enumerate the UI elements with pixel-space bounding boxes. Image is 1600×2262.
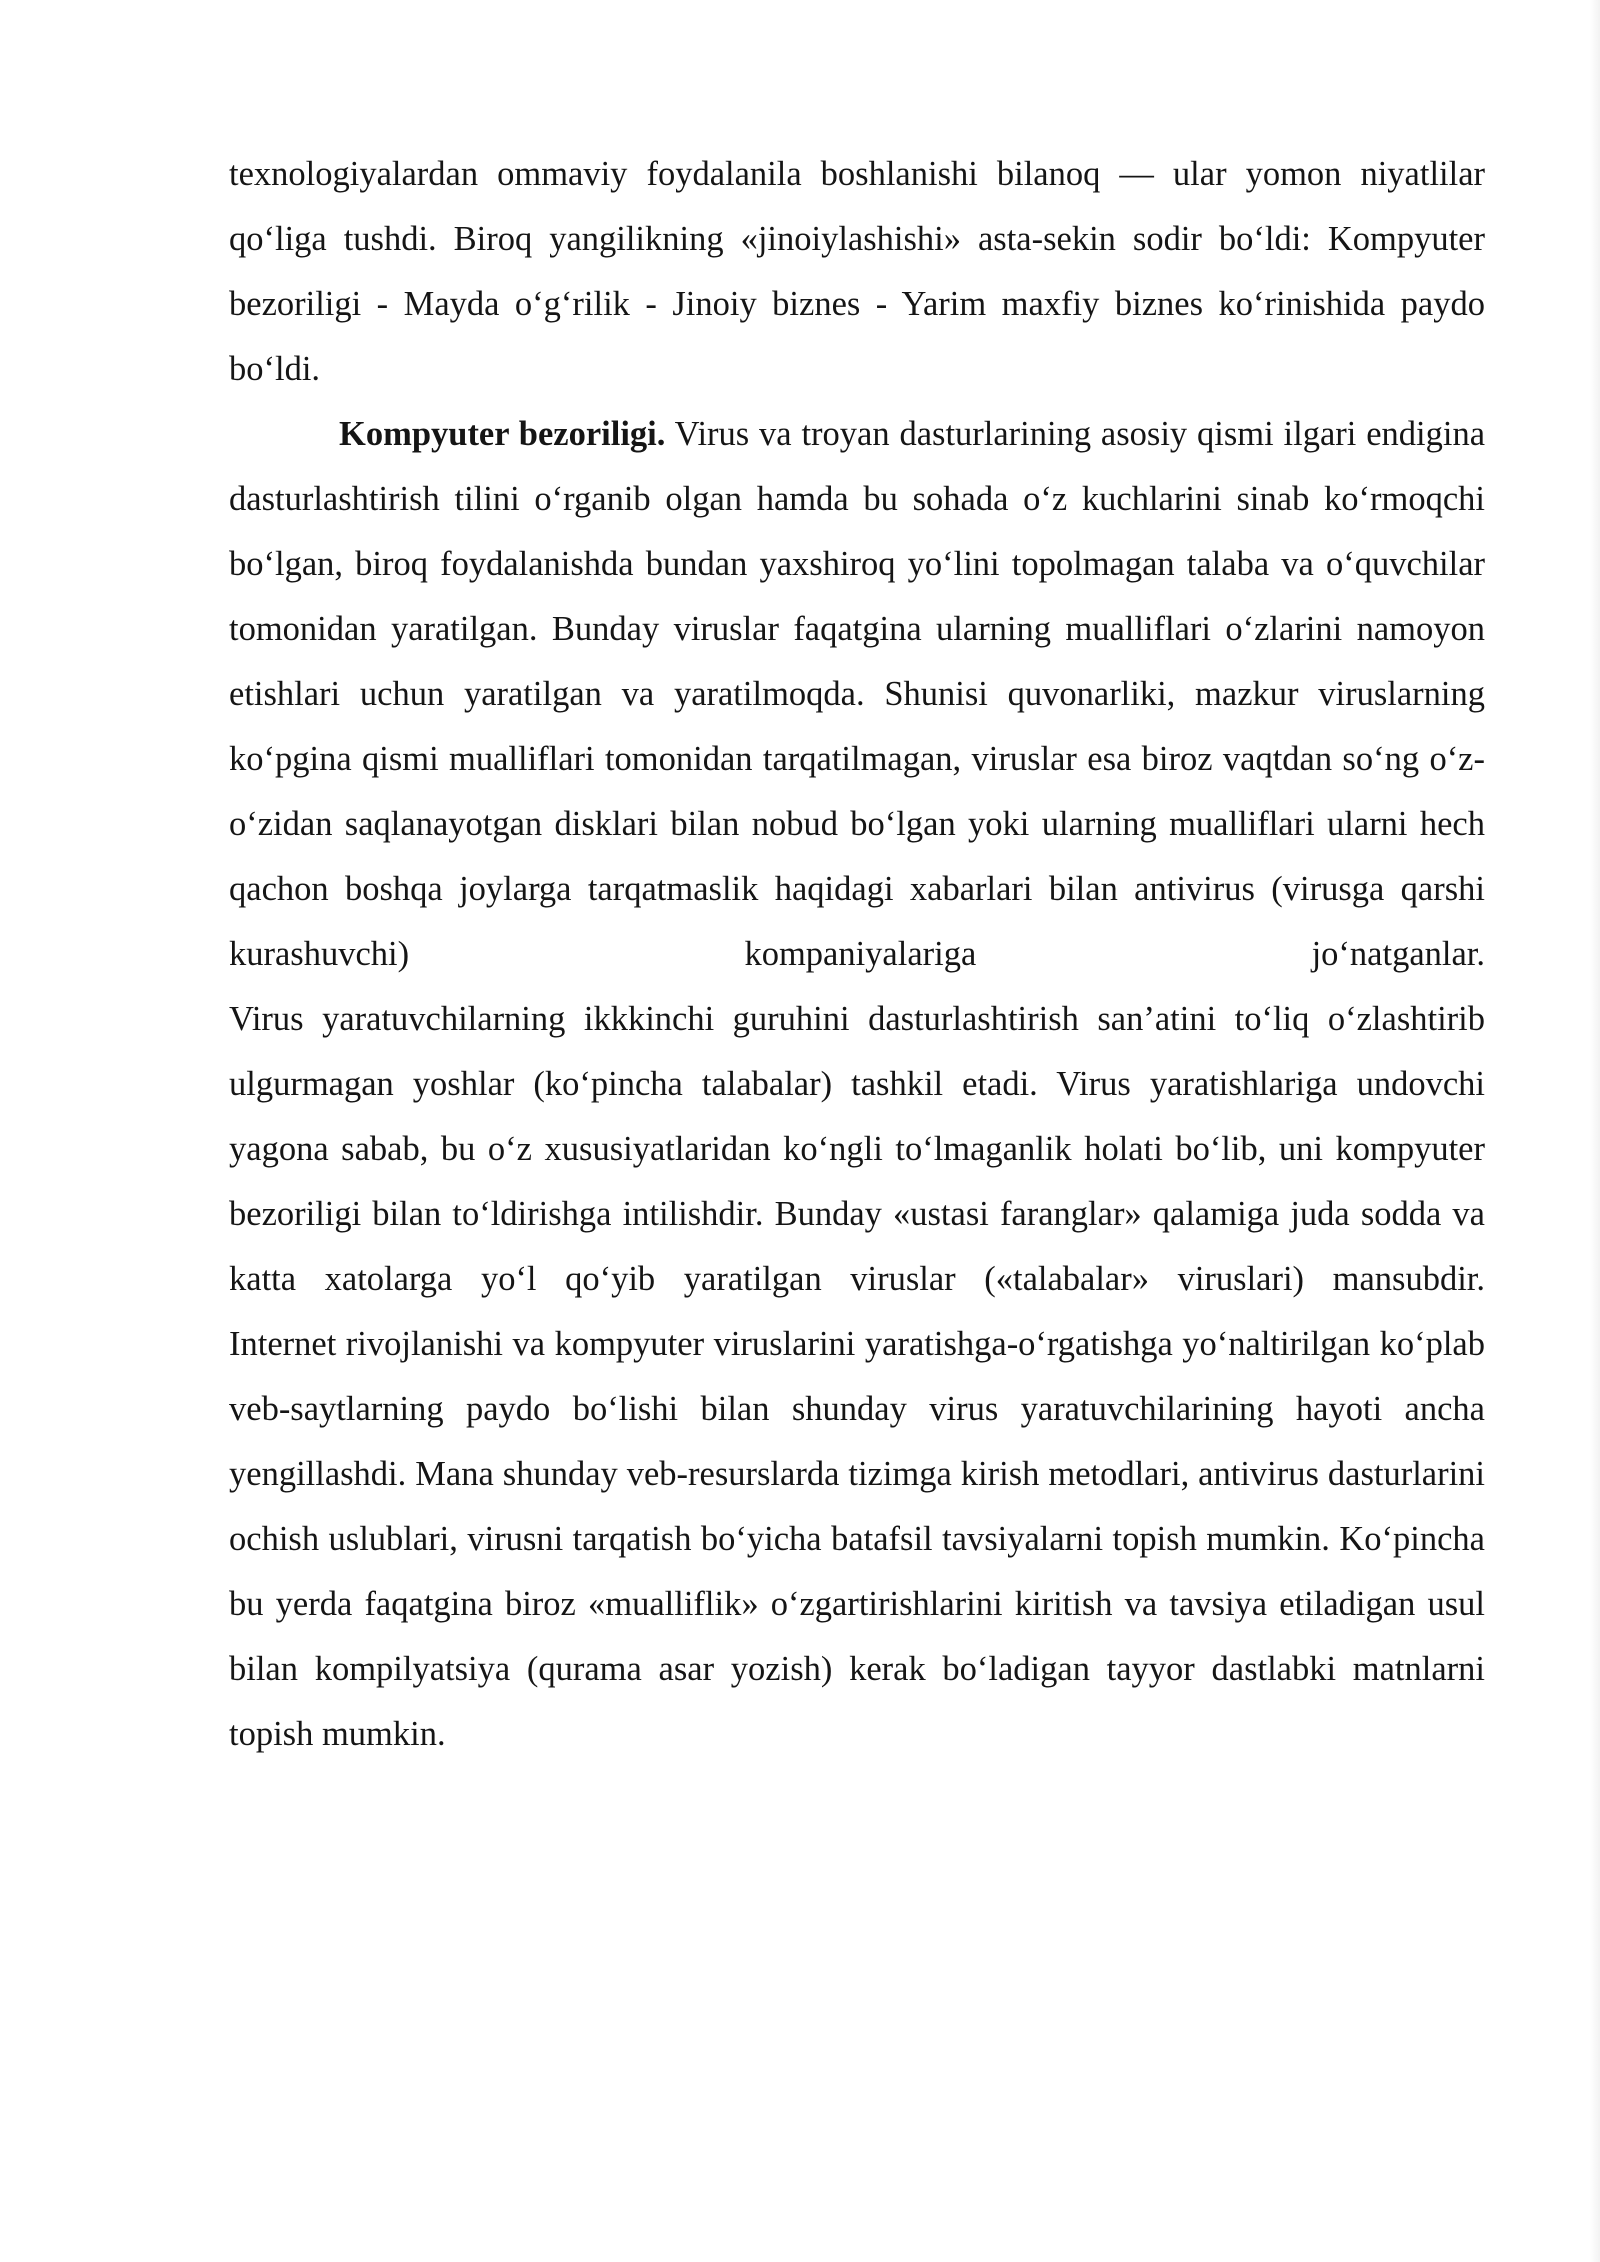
document-body xyxy=(229,142,1485,1767)
paragraph-3: Virus yaratuvchilarning ikkkinchi guruhini dasturlashtirish san’atini to‘liq o‘zlashtirib ulgurmagan yoshlar (ko‘pincha talabalar) tashkil etadi. Virus yaratishlariga undovchi yagona sabab, bu o‘z xususiyatlaridan ko‘ngli to‘lmaganlik holati bo‘lib, uni kompyuter bezoriligi bilan to‘ldirishga intilishdir. Bunday «ustasi faranglar» qalamiga juda sodda va katta xatolarga yo‘l qo‘yib yaratilgan viruslar («talabalar» viruslari) mansubdir. xyxy=(229,1000,1485,1298)
page-edge-shadow xyxy=(1590,0,1600,2262)
paragraph-2-body: Virus va troyan dasturlarining asosiy qismi ilgari endigina dasturlashtirish tilini o‘rganib olgan hamda bu sohada o‘z kuchlarini sinab ko‘rmoqchi bo‘lgan, biroq foydalanishda bundan yaxshiroq yo‘lini topolmagan talaba va o‘quvchilar tomonidan yaratilgan. Bunday viruslar faqatgina ularning mualliflari o‘zlarini namoyon etishlari uchun yaratilgan va yaratilmoqda. Shunisi quvonarliki, mazkur viruslarning ko‘pgina qismi mualliflari tomonidan tarqatilmagan, viruslar esa biroz vaqtdan so‘ng o‘z-o‘zidan saqlanayotgan disklari bilan nobud bo‘lgan yoki ularning mualliflari ularni hech qachon boshqa joylarga tarqatmaslik haqidagi xabarlari bilan antivirus (virusga qarshi kurashuvchi) kompaniyalariga jo‘natganlar. xyxy=(229,415,1486,973)
paragraph-2 xyxy=(229,402,1485,987)
paragraph-4: Internet rivojlanishi va kompyuter viruslarini yaratishga-o‘rgatishga yo‘naltirilgan ko‘plab veb-saytlarning paydo bo‘lishi bilan shunday virus yaratuvchilarining hayoti ancha yengillashdi. Mana shunday veb-resurslarda tizimga kirish metodlari, antivirus dasturlarini ochish uslublari, virusni tarqatish bo‘yicha batafsil tavsiyalarni topish mumkin. Ko‘pincha bu yerda faqatgina biroz «mualliflik» o‘zgartirishlarini kiritish va tavsiya etiladigan usul bilan kompilyatsiya (qurama asar yozish) kerak bo‘ladigan tayyor dastlabki matnlarni topish mumkin. xyxy=(229,1325,1485,1753)
paragraph-1: texnologiyalardan ommaviy foydalanila boshlanishi bilanoq — ular yomon niyatlilar qo‘liga tushdi. Biroq yangilikning «jinoiylashishi» asta-sekin sodir bo‘ldi: Kompyuter bezoriligi - Mayda o‘g‘rilik - Jinoiy biznes - Yarim maxfiy biznes ko‘rinishida paydo bo‘ldi. xyxy=(229,155,1485,388)
paragraph-2-heading: Kompyuter bezoriligi. xyxy=(339,415,666,453)
